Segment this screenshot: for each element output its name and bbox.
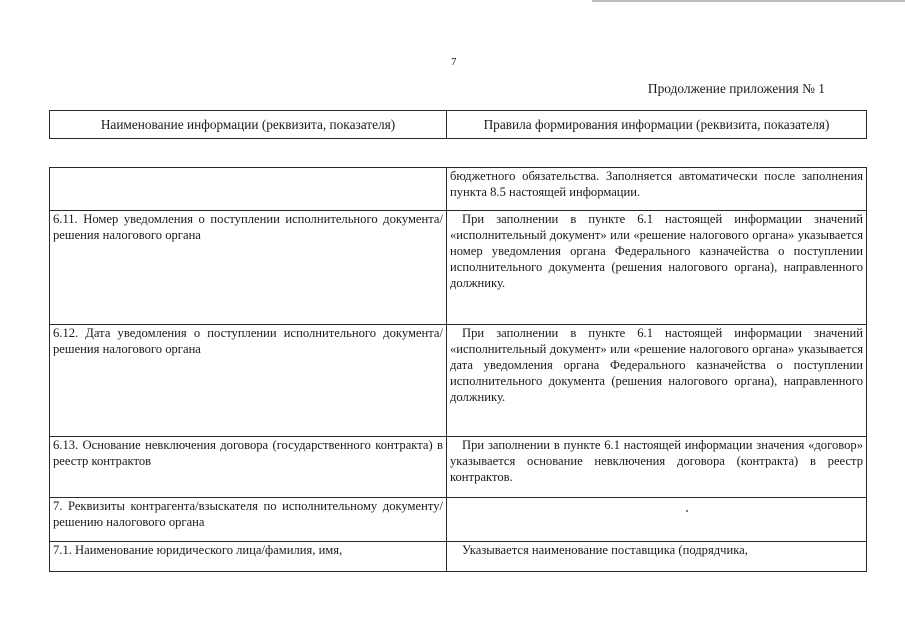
scan-edge-line	[592, 0, 905, 2]
continuation-caption: Продолжение приложения № 1	[647, 81, 825, 96]
column-header-name: Наименование информации (реквизита, показателя)	[50, 111, 447, 139]
row-rule: бюджетного обязательства. Заполняется автоматически после заполнения пункта 8.5 настоящей информации.	[447, 168, 867, 211]
requisites-table	[49, 167, 867, 572]
table-header	[49, 110, 867, 139]
page-number: 7	[451, 56, 457, 68]
table-row	[50, 168, 867, 211]
column-header-rule: Правила формирования информации (реквизита, показателя)	[447, 111, 867, 139]
table-row	[50, 437, 867, 498]
table-row	[50, 498, 867, 542]
table-row	[50, 542, 867, 572]
row-name: 7. Реквизиты контрагента/взыскателя по исполнительному документу/решению налогового органа	[50, 498, 447, 542]
row-rule: При заполнении в пункте 6.1 настоящей информации значения «договор» указывается основание невключения договора (контракта) в реестр контрактов.	[447, 437, 867, 498]
row-rule	[447, 498, 867, 542]
table-row	[50, 325, 867, 437]
row-name: 6.12. Дата уведомления о поступлении исполнительного документа/решения налогового органа	[50, 325, 447, 437]
row-name: 6.13. Основание невключения договора (государственного контракта) в реестр контрактов	[50, 437, 447, 498]
row-name	[50, 168, 447, 211]
scan-speck	[686, 510, 688, 512]
row-rule: При заполнении в пункте 6.1 настоящей информации значений «исполнительный документ» или «решение налогового органа» указывается дата уведомления органа Федерального казначейства о поступлении исполнительного документа (решения налогового органа), направленного должнику.	[447, 325, 867, 437]
row-name: 6.11. Номер уведомления о поступлении исполнительного документа/решения налогового органа	[50, 211, 447, 325]
row-rule: Указывается наименование поставщика (подрядчика,	[447, 542, 867, 572]
row-rule: При заполнении в пункте 6.1 настоящей информации значений «исполнительный документ» или «решение налогового органа» указывается номер уведомления органа Федерального казначейства о поступлении исполнительного документа (решения налогового органа), направленного должнику.	[447, 211, 867, 325]
table-row	[50, 211, 867, 325]
row-name: 7.1. Наименование юридического лица/фамилия, имя,	[50, 542, 447, 572]
